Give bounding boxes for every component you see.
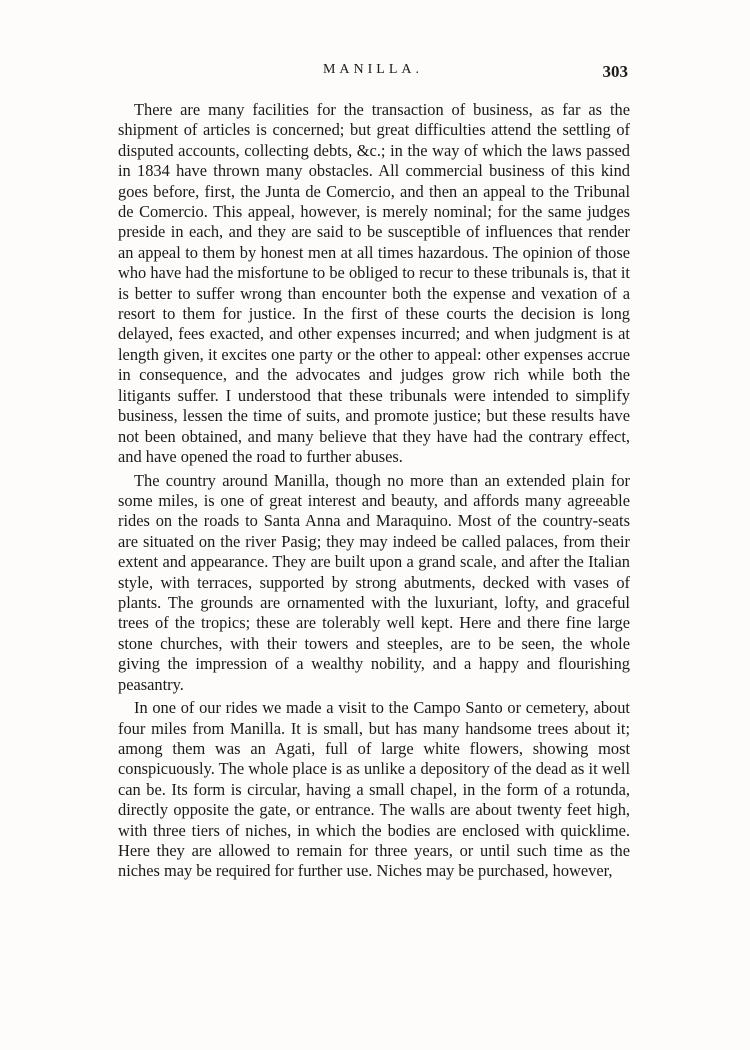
- paragraph-country: The country around Manilla, though no more than an extended plain for some miles, is one of great interest and beauty, and affords many agreeable rides on the roads to Santa Anna and Maraquino. Most of the country-seats are situated on the river Pasig; they may indeed be called palaces, from their extent and appearance. They are built upon a grand scale, and after the Italian style, with terraces, supported by strong abutments, decked with vases of plants. The grounds are ornamented with the luxuriant, lofty, and graceful trees of the tropics; these are tolerably well kept. Here and there fine large stone churches, with their towers and steeples, are to be seen, the whole giving the impression of a wealthy nobility, and a happy and flourishing peasantry.: [118, 470, 630, 694]
- running-head: [118, 62, 628, 86]
- body-text: [118, 100, 630, 885]
- paragraph-business: There are many facilities for the transaction of business, as far as the shipment of articles is concerned; but great difficulties attend the settling of disputed accounts, collecting debts, &c.; in the way of which the laws passed in 1834 have thrown many obstacles. All commercial business of this kind goes before, first, the Junta de Comercio, and then an appeal to the Tribunal de Comercio. This appeal, however, is merely nominal; for the same judges preside in each, and they are said to be susceptible of influences that render an appeal to them by honest men at all times hazardous. The opinion of those who have had the misfortune to be obliged to recur to these tribunals is, that it is better to suffer wrong than encounter both the expense and vexation of a resort to them for justice. In the first of these courts the decision is long delayed, fees exacted, and other expenses incurred; and when judgment is at length given, it excites one party or the other to appeal: other expenses accrue in consequence, and the advocates and judges grow rich while both the litigants suffer. I understood that these tribunals were intended to simplify business, lessen the time of suits, and promote justice; but these results have not been obtained, and many believe that they have had the contrary effect, and have opened the road to further abuses.: [118, 100, 630, 466]
- page-number: 303: [602, 62, 628, 81]
- paragraph-cemetery: In one of our rides we made a visit to the Campo Santo or cemetery, about four miles from Manilla. It is small, but has many handsome trees about it; among them was an Agati, full of large white flowers, showing most conspicuously. The whole place is as unlike a depository of the dead as it well can be. Its form is circular, having a small chapel, in the form of a rotunda, directly opposite the gate, or entrance. The walls are about twenty feet high, with three tiers of niches, in which the bodies are enclosed with quicklime. Here they are allowed to remain for three years, or until such time as the niches may be required for further use. Niches may be purchased, however,: [118, 698, 630, 881]
- running-title: MANILLA.: [322, 62, 424, 77]
